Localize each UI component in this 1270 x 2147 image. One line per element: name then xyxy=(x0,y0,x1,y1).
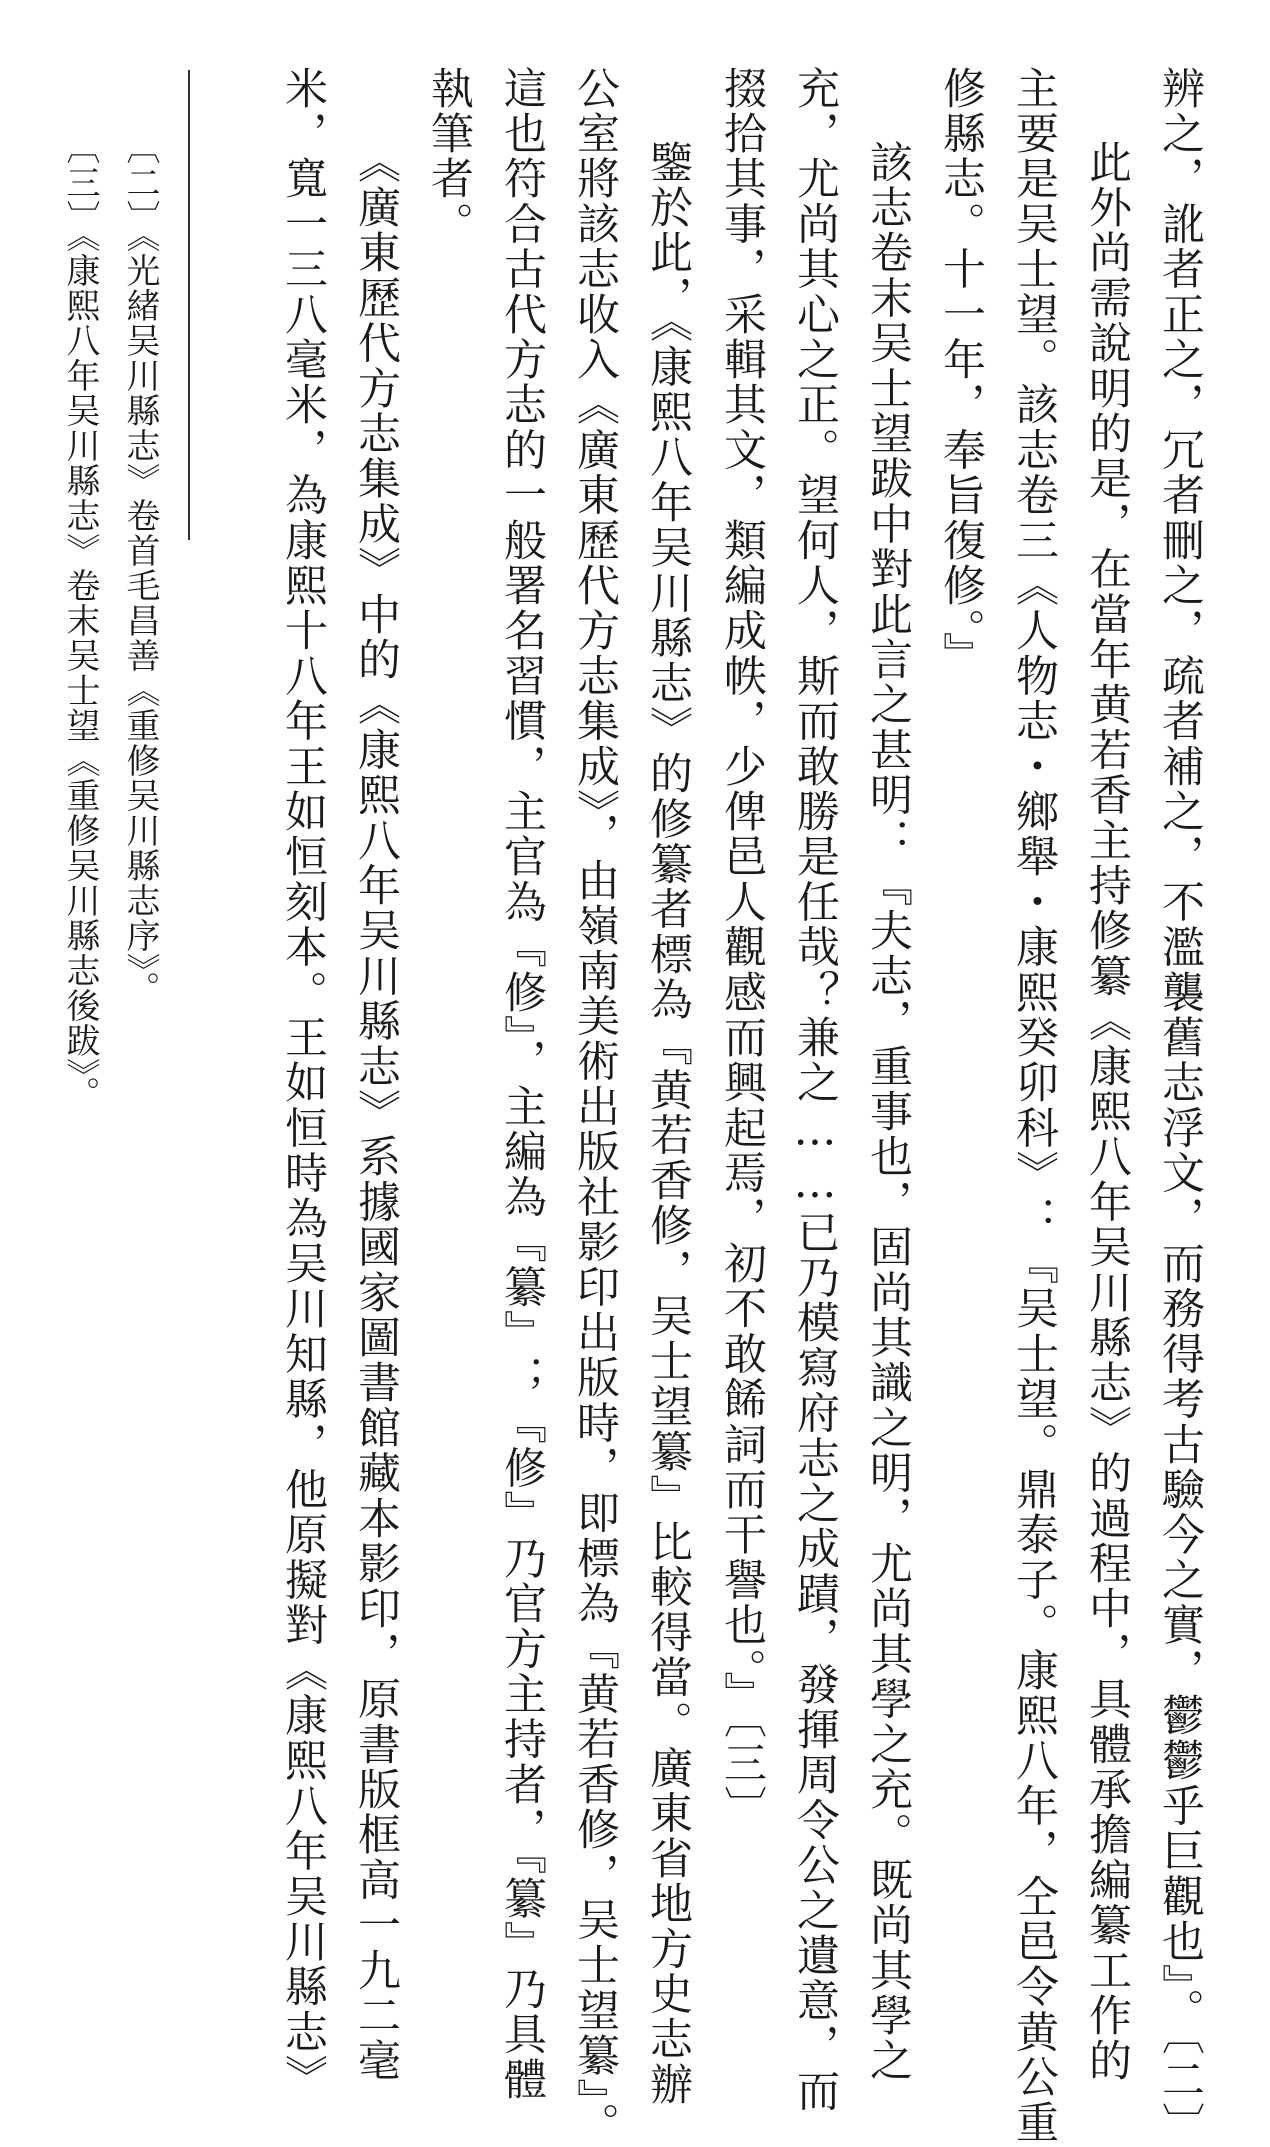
text-column-13: 米，寬一三八毫米，為康熙十八年王如恒刻本。王如恒時為吴川知縣，他原擬對《康熙八年吴川縣志》 xyxy=(278,66,328,2100)
text-column-10: 這也符合古代方志的一般署名習慣，主官為『修』，主編為『纂』；『修』乃官方主持者，『纂』乃具體 xyxy=(497,66,547,2103)
text-column-12: 《廣東歷代方志集成》中的《康熙八年吴川縣志》系據國家圖書館藏本影印，原書版框高一九二毫 xyxy=(351,140,401,2084)
footnote-2: 〔二〕《光緒吴川縣志》卷首毛昌善《重修吴川縣志序》。 xyxy=(120,130,160,1006)
text-column-9: 公室將該志收入《廣東歷代方志集成》，由嶺南美術出版社影印出版時，即標為『黄若香修，吴士望纂』。 xyxy=(570,66,620,2147)
text-column-6: 充，尤尚其心之正。望何人，斯而敢勝是任哉？兼之……已乃模寫府志之成蹟，發揮周令公之遺意，而 xyxy=(790,66,840,2114)
footnote-3: 〔三〕《康熙八年吴川縣志》卷末吴士望《重修吴川縣志後跋》。 xyxy=(60,130,100,1111)
text-column-1: 辨之，訛者正之，冗者刪之，疏者補之，不濫襲舊志浮文，而務得考古驗今之實，鬱鬱乎巨觀也』。〔二〕 xyxy=(1155,66,1205,2147)
text-column-2: 此外尚需說明的是，在當年黄若香主持修纂《康熙八年吴川縣志》的過程中，具體承擔編纂工作的 xyxy=(1082,140,1132,2084)
text-column-11: 執筆者。 xyxy=(424,66,474,247)
text-column-3: 主要是吴士望。該志卷三《人物志・鄉舉・康熙癸卯科》：『吴士望。鼎泰子。康熙八年，仝邑令黄公重 xyxy=(1009,66,1059,2146)
text-column-5: 該志卷末吴士望跋中對此言之甚明：『夫志，重事也，固尚其識之明，尤尚其學之充。既尚其學之 xyxy=(863,140,913,2084)
footnote-divider xyxy=(188,70,190,540)
text-column-4: 修縣志。十一年，奉旨復修。』 xyxy=(936,66,986,678)
text-column-7: 掇拾其事，采輯其文，類編成帙，少俾邑人觀感而興起焉，初不敢餙詞而干譽也。』〔三〕 xyxy=(717,66,767,1831)
text-column-8: 鑒於此，《康熙八年吴川縣志》的修纂者標為『黄若香修，吴士望纂』比較得當。廣東省地方史志辦 xyxy=(643,140,693,2108)
